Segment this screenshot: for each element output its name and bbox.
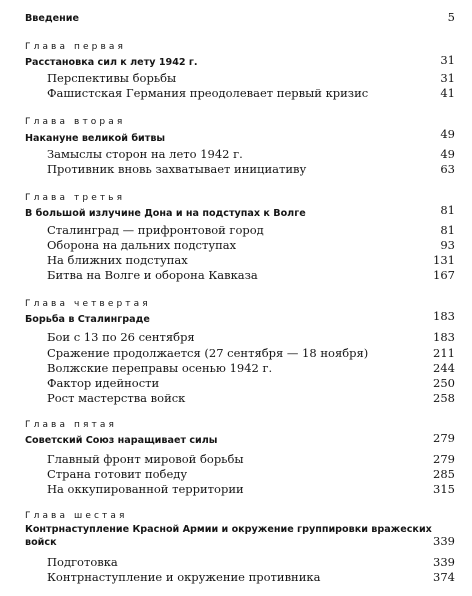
chapter-6-page: 339 — [433, 534, 455, 548]
toc-entry-page: 49 — [440, 147, 455, 161]
chapter-6-page-row — [0, 534, 472, 549]
toc-entry — [0, 570, 472, 585]
toc-entry — [0, 71, 472, 86]
toc-entry-page: 258 — [433, 391, 455, 405]
toc-entry-title: Фашистская Германия преодолевает первый кризис — [47, 86, 369, 100]
toc-entry-page: 279 — [433, 452, 455, 466]
toc-entry-page: 167 — [433, 268, 455, 282]
toc-entry-page: 31 — [440, 71, 455, 85]
chapter-2-label: Глава вторая — [25, 117, 126, 127]
chapter-3-page: 81 — [440, 203, 455, 217]
chapter-5-page: 279 — [433, 431, 455, 445]
chapter-4-page: 183 — [433, 309, 455, 323]
toc-entry — [0, 555, 472, 570]
toc-entry-title: На оккупированной территории — [47, 482, 244, 496]
toc-entry-title: Подготовка — [47, 555, 118, 569]
toc-entry — [0, 361, 472, 376]
toc-entry-page: 131 — [433, 253, 455, 267]
toc-entry-title: Оборона на дальних подступах — [47, 238, 237, 252]
toc-entry-title: Страна готовит победу — [47, 467, 188, 481]
toc-entry — [0, 482, 472, 497]
chapter-5-label: Глава пятая — [25, 420, 118, 430]
chapter-2-page-row — [0, 127, 472, 142]
toc-entry-page: 285 — [433, 467, 455, 481]
toc-entry-title: Бои с 13 по 26 сентября — [47, 330, 195, 344]
toc-entry-page: 63 — [440, 162, 455, 176]
toc-entry-page: 374 — [433, 570, 455, 584]
chapter-1-page: 31 — [440, 53, 455, 67]
chapter-5-page-row — [0, 431, 472, 446]
toc-entry-title: Рост мастерства войск — [47, 391, 186, 405]
chapter-4-title: Борьба в Сталинграде — [25, 314, 150, 325]
chapter-2-title: Накануне великой битвы — [25, 133, 166, 144]
chapter-6-label: Глава шестая — [25, 511, 128, 521]
toc-intro-page: 5 — [447, 10, 455, 24]
chapter-3-page-row — [0, 203, 472, 218]
toc-entry-title: Перспективы борьбы — [47, 71, 177, 85]
toc-entry — [0, 376, 472, 391]
toc-entry-page: 315 — [433, 482, 455, 496]
toc-entry-title: Замыслы сторон на лето 1942 г. — [47, 147, 243, 161]
toc-entry — [0, 253, 472, 268]
toc-entry-page: 81 — [440, 223, 455, 237]
toc-entry — [0, 330, 472, 345]
toc-entry-title: Главный фронт мировой борьбы — [47, 452, 244, 466]
toc-entry-page: 41 — [440, 86, 455, 100]
toc-entry — [0, 268, 472, 283]
toc-entry — [0, 452, 472, 467]
chapter-2-page: 49 — [440, 127, 455, 141]
toc-entry-title: Сталинград — прифронтовой город — [47, 223, 264, 237]
toc-entry-title: Битва на Волге и оборона Кавказа — [47, 268, 258, 282]
toc-entry-page: 93 — [440, 238, 455, 252]
chapter-1-label: Глава первая — [25, 42, 127, 52]
toc-entry-page: 244 — [433, 361, 455, 375]
toc-entry-page: 183 — [433, 330, 455, 344]
toc-entry — [0, 467, 472, 482]
toc-entry-page: 250 — [433, 376, 455, 390]
chapter-4-page-row — [0, 309, 472, 324]
toc-entry-page: 339 — [433, 555, 455, 569]
chapter-6-title: Контрнаступление Красной Армии и окружение группировки вражеских войск — [25, 524, 432, 548]
toc-entry — [0, 238, 472, 253]
chapter-4-label: Глава четвертая — [25, 299, 151, 309]
toc-entry — [0, 391, 472, 406]
toc-entry — [0, 346, 472, 361]
toc-entry-title: Сражение продолжается (27 сентября — 18 ноября) — [47, 346, 369, 360]
toc-entry — [0, 147, 472, 162]
chapter-3-title: В большой излучине Дона и на подступах к Волге — [25, 208, 306, 219]
toc-entry-title: Фактор идейности — [47, 376, 160, 390]
toc-entry-page: 211 — [433, 346, 455, 360]
chapter-3-label: Глава третья — [25, 193, 126, 203]
toc-entry-title: Контрнаступление и окружение противника — [47, 570, 321, 584]
toc-intro-page-row — [0, 10, 472, 25]
chapter-5-title: Советский Союз наращивает силы — [25, 435, 218, 446]
chapter-1-page-row — [0, 53, 472, 68]
toc-entry — [0, 162, 472, 177]
toc-entry-title: Волжские переправы осенью 1942 г. — [47, 361, 273, 375]
toc-entry — [0, 86, 472, 101]
toc-intro-title: Введение — [25, 13, 80, 24]
toc-entry-title: На ближних подступах — [47, 253, 188, 267]
toc-entry — [0, 223, 472, 238]
chapter-1-title: Расстановка сил к лету 1942 г. — [25, 57, 198, 68]
toc-entry-title: Противник вновь захватывает инициативу — [47, 162, 307, 176]
